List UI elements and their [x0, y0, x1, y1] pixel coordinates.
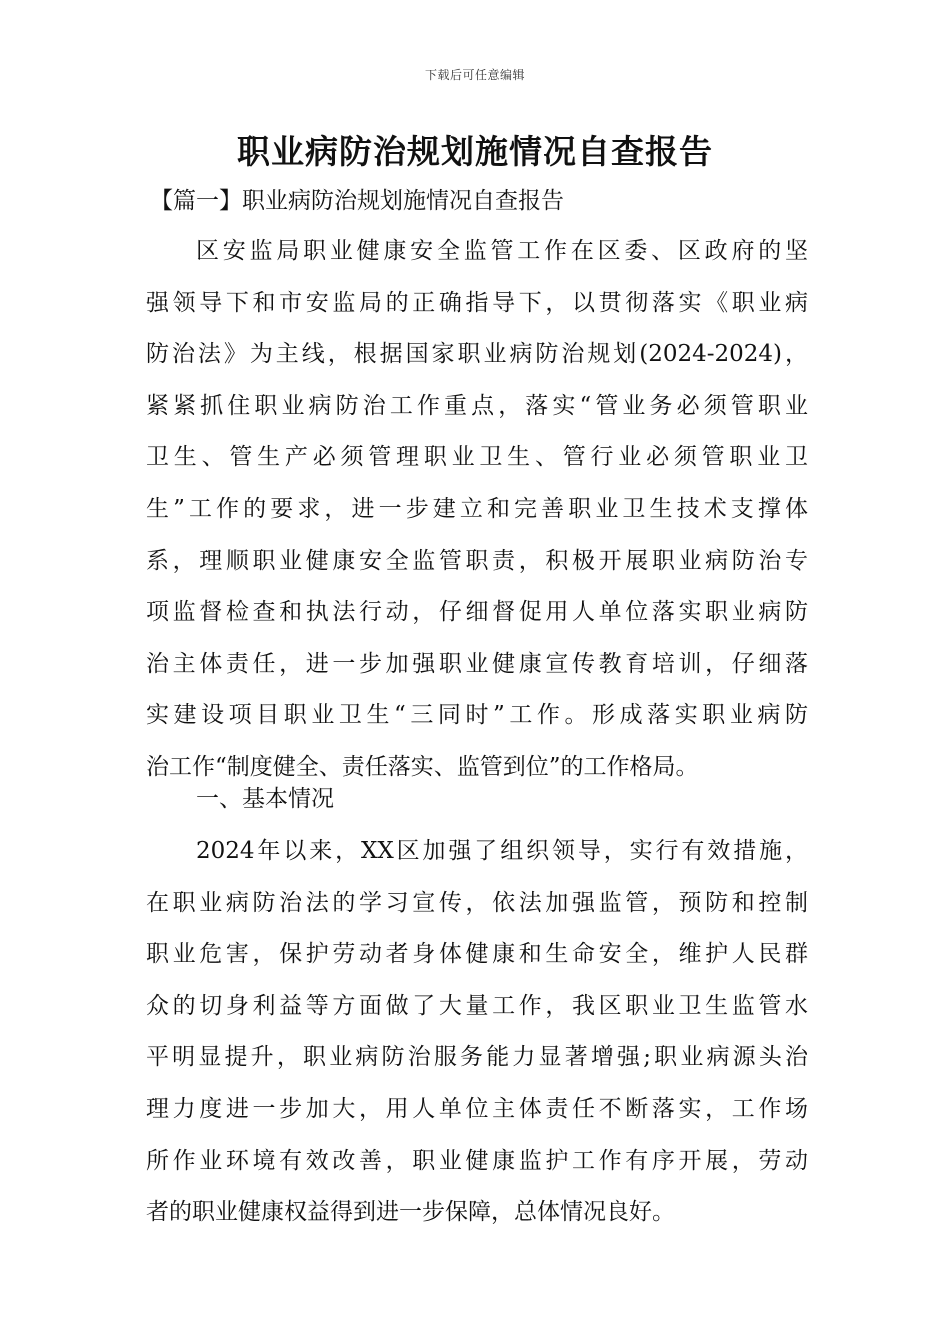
paragraph-line: 2024年以来，XX区加强了组织领导，实行有效措施， — [196, 838, 808, 864]
paragraph-line: 治工作“制度健全、责任落实、监管到位”的工作格局。 — [146, 753, 699, 780]
paragraph-line: 强领导下和市安监局的正确指导下，以贯彻落实《职业病 — [146, 289, 808, 316]
paragraph-line: 生”工作的要求，进一步建立和完善职业卫生技术支撑体 — [146, 495, 808, 522]
section-heading-basic: 一、基本情况 — [196, 786, 334, 812]
paragraph-line: 系，理顺职业健康安全监管职责，积极开展职业病防治专 — [146, 547, 808, 574]
paragraph-line: 者的职业健康权益得到进一步保障，总体情况良好。 — [146, 1199, 675, 1226]
paragraph-two — [146, 826, 808, 1239]
paragraph-line: 平明显提升，职业病防治服务能力显著增强;职业病源头治 — [146, 1044, 808, 1071]
paragraph-line: 实建设项目职业卫生“三同时”工作。形成落实职业病防 — [146, 702, 808, 729]
document-title: 职业病防治规划施情况自查报告 — [237, 132, 713, 171]
paragraph-line: 所作业环境有效改善，职业健康监护工作有序开展，劳动 — [146, 1147, 808, 1174]
paragraph-line: 理力度进一步加大，用人单位主体责任不断落实，工作场 — [146, 1095, 808, 1122]
paragraph-line: 治主体责任，进一步加强职业健康宣传教育培训，仔细落 — [146, 650, 808, 677]
section-label: 【篇一】职业病防治规划施情况自查报告 — [150, 188, 564, 214]
paragraph-line: 项监督检查和执法行动，仔细督促用人单位落实职业病防 — [146, 599, 808, 626]
paragraph-line: 防治法》为主线，根据国家职业病防治规划(2024-2024)， — [146, 341, 808, 368]
paragraph-line: 职业危害，保护劳动者身体健康和生命安全，维护人民群 — [146, 941, 808, 968]
paragraph-line: 众的切身利益等方面做了大量工作，我区职业卫生监管水 — [146, 992, 808, 1019]
paragraph-line: 紧紧抓住职业病防治工作重点，落实“管业务必须管职业 — [146, 392, 808, 419]
header-note: 下载后可任意编辑 — [424, 68, 525, 82]
paragraph-line: 卫生、管生产必须管理职业卫生、管行业必须管职业卫 — [146, 444, 808, 471]
paragraph-one — [146, 226, 808, 794]
paragraph-line: 在职业病防治法的学习宣传，依法加强监管，预防和控制 — [146, 889, 808, 916]
paragraph-line: 区安监局职业健康安全监管工作在区委、区政府的坚 — [196, 238, 808, 264]
